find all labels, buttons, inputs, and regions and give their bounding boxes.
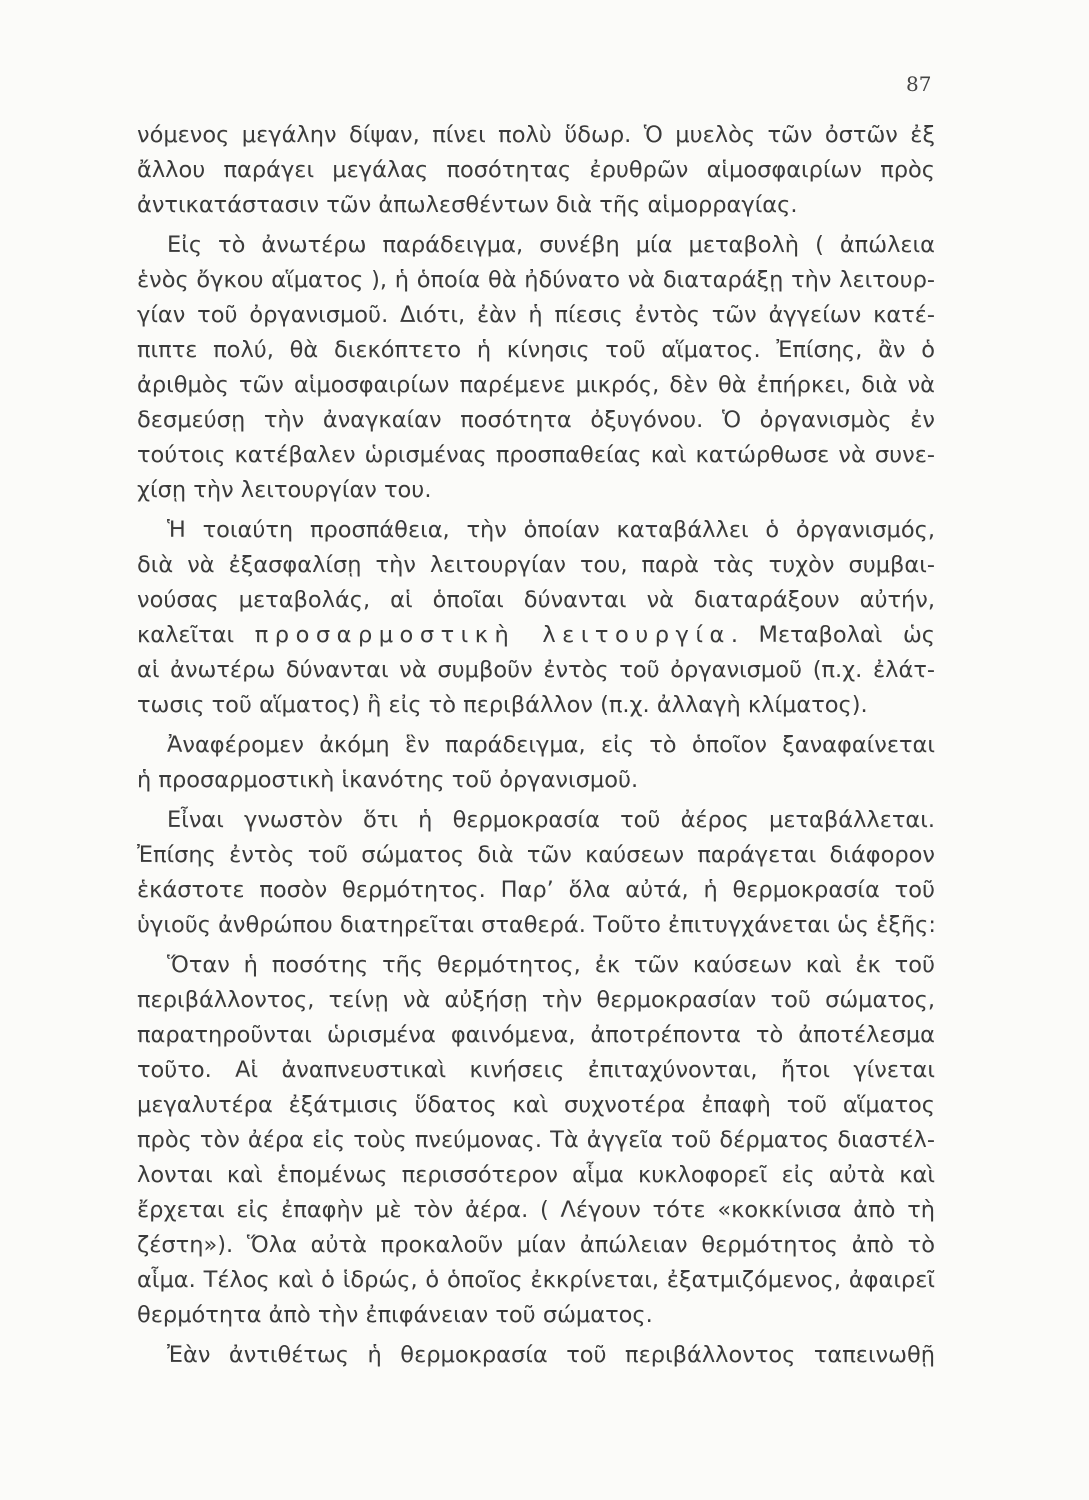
text-line: Ἐὰν ἀντιθέτως ἡ θερμοκρασία τοῦ περιβάλλοντος ταπεινωθῇ (167, 1342, 935, 1368)
text-line: λονται καὶ ἑπομένως περισσότερον αἷμα κυκλοφορεῖ εἰς αὐτὰ καὶ (137, 1162, 935, 1188)
paragraph (137, 228, 935, 508)
text-line: ἡ προσαρμοστικὴ ἱκανότης τοῦ ὀργανισμοῦ. (137, 767, 639, 793)
text-line: μεγαλυτέρα ἐξάτμισις ὕδατος καὶ συχνοτέρα ἐπαφὴ τοῦ αἵματος (137, 1092, 935, 1118)
text-line: χίσῃ τὴν λειτουργίαν του. (137, 477, 432, 503)
text-line: περιβάλλοντος, τείνῃ νὰ αὐξήσῃ τὴν θερμοκρασίαν τοῦ σώματος, (137, 987, 935, 1013)
text-line: Ὅταν ἡ ποσότης τῆς θερμότητος, ἐκ τῶν καύσεων καὶ ἐκ τοῦ (167, 952, 935, 978)
body-text (137, 118, 935, 1378)
text-line (137, 618, 935, 653)
text-line: νόμενος μεγάλην δίψαν, πίνει πολὺ ὕδωρ. Ὁ μυελὸς τῶν ὀστῶν ἐξ (137, 122, 935, 148)
page-number: 87 (906, 72, 932, 96)
paragraph (137, 803, 935, 943)
paragraph (137, 513, 935, 723)
emphasized-term: προσαρμοστικὴ λειτουργία (254, 622, 731, 648)
text-line: Ἀναφέρομεν ἀκόμη ἓν παράδειγμα, εἰς τὸ ὁποῖον ξαναφαίνεται (167, 732, 935, 758)
text-line: τούτοις κατέβαλεν ὡρισμένας προσπαθείας καὶ κατώρθωσε νὰ συνε- (137, 442, 935, 468)
text-line: αἷμα. Τέλος καὶ ὁ ἱδρώς, ὁ ὁποῖος ἐκκρίνεται, ἐξατμιζόμενος, ἀφαιρεῖ (137, 1267, 935, 1293)
text-line: ἔρχεται εἰς ἐπαφὴν μὲ τὸν ἀέρα. ( Λέγουν τότε «κοκκίνισα ἀπὸ τὴ (137, 1197, 935, 1223)
text-line: πιπτε πολύ, θὰ διεκόπτετο ἡ κίνησις τοῦ αἵματος. Ἐπίσης, ἂν ὁ (137, 337, 935, 363)
text-line: ὑγιοῦς ἀνθρώπου διατηρεῖται σταθερά. Τοῦτο ἐπιτυγχάνεται ὡς ἑξῆς: (137, 912, 936, 938)
text-line: ζέστη»). Ὅλα αὐτὰ προκαλοῦν μίαν ἀπώλειαν θερμότητος ἀπὸ τὸ (137, 1232, 935, 1258)
text-line: νούσας μεταβολάς, αἱ ὁποῖαι δύνανται νὰ διαταράξουν αὐτήν, (137, 587, 935, 613)
text-segment: καλεῖται (137, 622, 255, 648)
text-line: αἱ ἀνωτέρω δύνανται νὰ συμβοῦν ἐντὸς τοῦ ὀργανισμοῦ (π.χ. ἐλάτ- (137, 657, 935, 683)
text-line: Ἡ τοιαύτη προσπάθεια, τὴν ὁποίαν καταβάλλει ὁ ὀργανισμός, (167, 517, 935, 543)
text-line: τοῦτο. Αἱ ἀναπνευστικαὶ κινήσεις ἐπιταχύνονται, ἤτοι γίνεται (137, 1057, 935, 1083)
text-segment: . Μεταβολαὶ ὡς (730, 622, 936, 648)
text-line: διὰ νὰ ἐξασφαλίσῃ τὴν λειτουργίαν του, παρὰ τὰς τυχὸν συμβαι- (137, 552, 935, 578)
text-line: γίαν τοῦ ὀργανισμοῦ. Διότι, ἐὰν ἡ πίεσις ἐντὸς τῶν ἀγγείων κατέ- (137, 302, 935, 328)
text-line: Ἐπίσης ἐντὸς τοῦ σώματος διὰ τῶν καύσεων παράγεται διάφορον (137, 842, 935, 868)
text-line: τωσις τοῦ αἵματος) ἢ εἰς τὸ περιβάλλον (π.χ. ἀλλαγὴ κλίματος). (137, 692, 868, 718)
text-line: θερμότητα ἀπὸ τὴν ἐπιφάνειαν τοῦ σώματος. (137, 1302, 653, 1328)
text-line: πρὸς τὸν ἀέρα εἰς τοὺς πνεύμονας. Τὰ ἀγγεῖα τοῦ δέρματος διαστέλ- (137, 1127, 935, 1153)
text-line: δεσμεύσῃ τὴν ἀναγκαίαν ποσότητα ὀξυγόνου. Ὁ ὀργανισμὸς ἐν (137, 407, 935, 433)
text-line: ἑνὸς ὄγκου αἵματος ), ἡ ὁποία θὰ ἠδύνατο νὰ διαταράξῃ τὴν λειτουρ- (137, 267, 935, 293)
text-line: Εἶναι γνωστὸν ὅτι ἡ θερμοκρασία τοῦ ἀέρος μεταβάλλεται. (167, 807, 935, 833)
text-line: παρατηροῦνται ὡρισμένα φαινόμενα, ἀποτρέποντα τὸ ἀποτέλεσμα (137, 1022, 935, 1048)
paragraph (137, 948, 935, 1333)
text-line: ἀντικατάστασιν τῶν ἀπωλεσθέντων διὰ τῆς αἱμορραγίας. (137, 192, 798, 218)
text-line: ἀριθμὸς τῶν αἱμοσφαιρίων παρέμενε μικρός, δὲν θὰ ἐπήρκει, διὰ νὰ (137, 372, 935, 398)
paragraph (137, 118, 935, 223)
text-line: Εἰς τὸ ἀνωτέρω παράδειγμα, συνέβη μία μεταβολὴ ( ἀπώλεια (167, 232, 935, 258)
text-line: ἑκάστοτε ποσὸν θερμότητος. Παρ’ ὅλα αὐτά, ἡ θερμοκρασία τοῦ (137, 877, 935, 903)
text-line: ἄλλου παράγει μεγάλας ποσότητας ἐρυθρῶν αἱμοσφαιρίων πρὸς (137, 157, 935, 183)
paragraph (137, 728, 935, 798)
paragraph (137, 1338, 935, 1373)
